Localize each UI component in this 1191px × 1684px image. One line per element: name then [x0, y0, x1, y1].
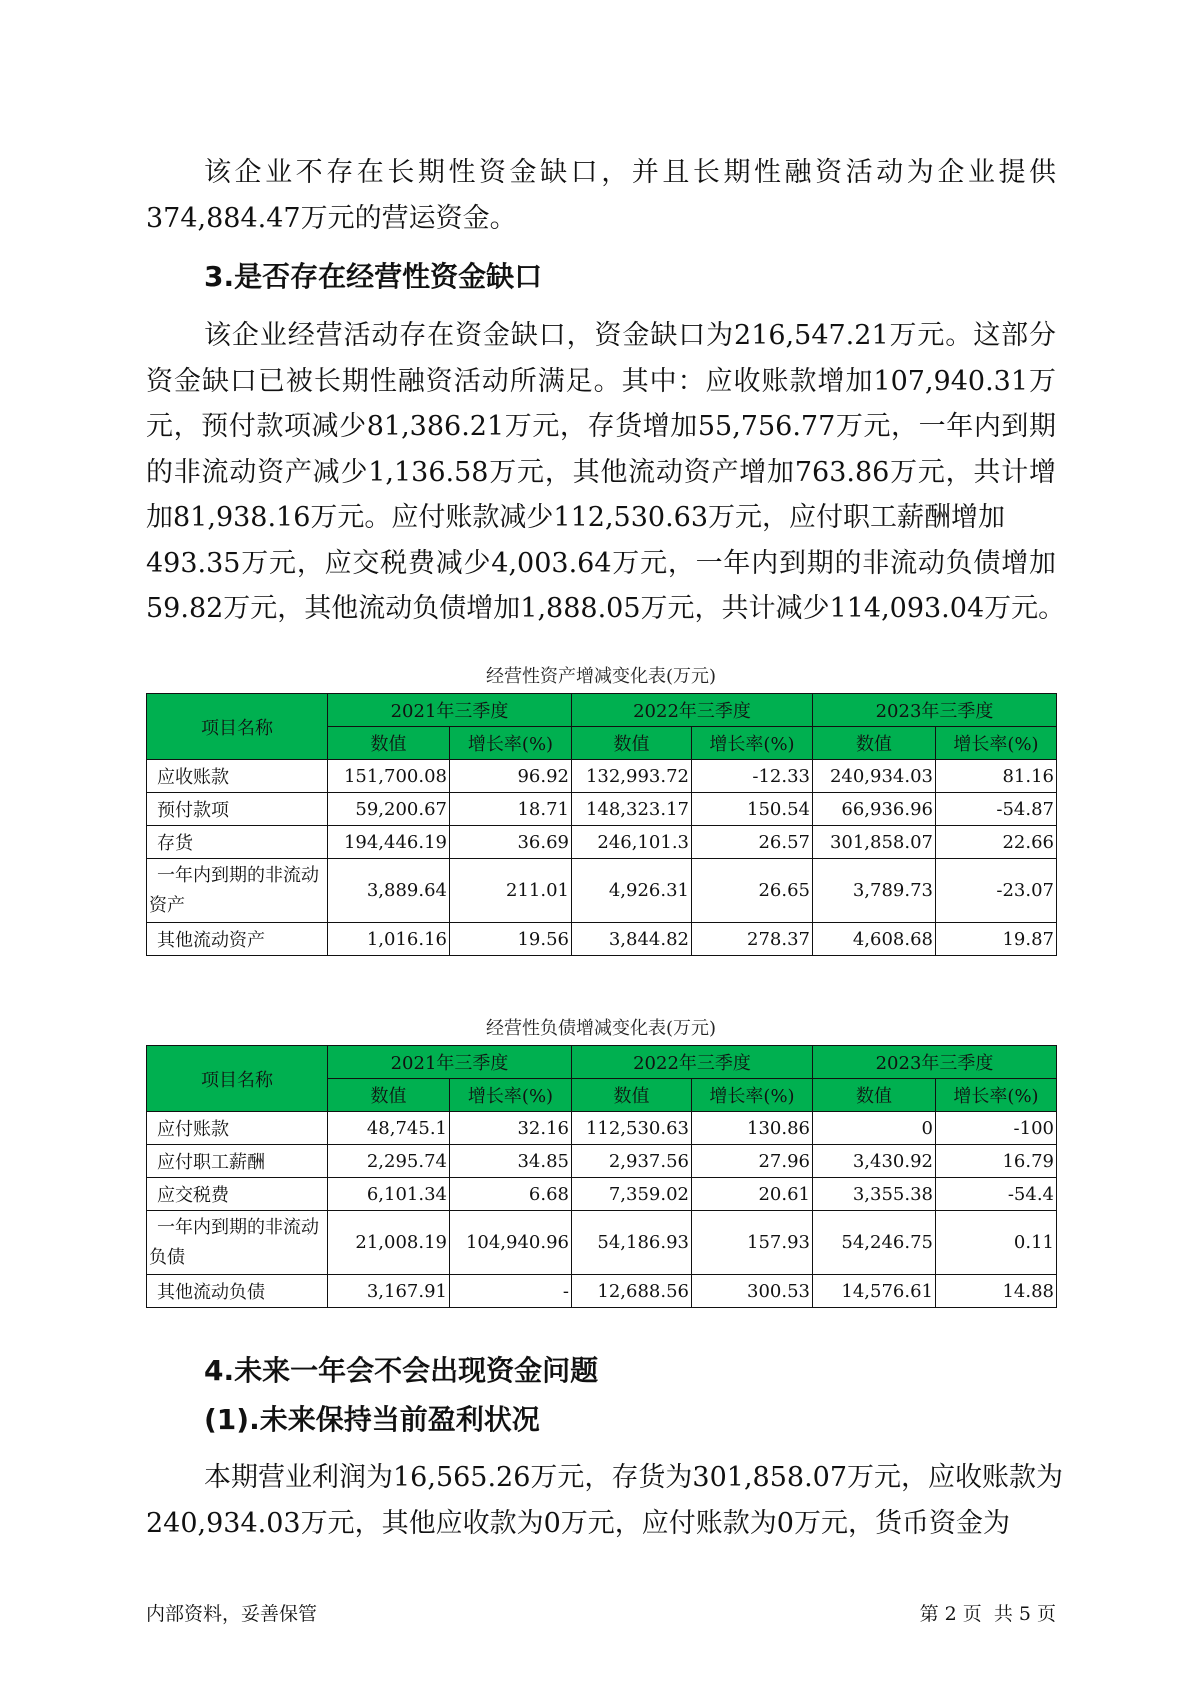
table-row [147, 1145, 1057, 1178]
value-cell: 194,446.19 [328, 826, 450, 859]
growth-cell: 157.93 [692, 1211, 813, 1275]
value-cell: 4,926.31 [572, 859, 692, 923]
growth-cell: 34.85 [450, 1145, 572, 1178]
growth-cell: 19.87 [936, 923, 1057, 956]
column-header-period: 2023年三季度 [813, 694, 1057, 727]
growth-cell: -54.87 [936, 793, 1057, 826]
text-line: 该企业经营活动存在资金缺口，资金缺口为216,547.21万元。这部分 [204, 320, 1056, 351]
text-line: 493.35万元，应交税费减少4,003.64万元，一年内到期的非流动负债增加 [146, 548, 1056, 579]
text-line: 59.82万元，其他流动负债增加1,888.05万元，共计减少114,093.04万元。 [146, 593, 1066, 624]
column-header-growth: 增长率(%) [936, 727, 1057, 760]
column-header-growth: 增长率(%) [450, 727, 572, 760]
section-heading-3: 3.是否存在经营性资金缺口 [204, 260, 543, 293]
column-header-period: 2022年三季度 [572, 694, 813, 727]
column-header-value: 数值 [813, 727, 936, 760]
value-cell: 2,937.56 [572, 1145, 692, 1178]
column-header-value: 数值 [328, 727, 450, 760]
growth-cell: 150.54 [692, 793, 813, 826]
row-label: 应交税费 [147, 1178, 328, 1211]
value-cell: 59,200.67 [328, 793, 450, 826]
liabilities-change-table [146, 1045, 1057, 1308]
growth-cell: 6.68 [450, 1178, 572, 1211]
value-cell: 54,186.93 [572, 1211, 692, 1275]
growth-cell: 104,940.96 [450, 1211, 572, 1275]
column-header-period: 2021年三季度 [328, 1046, 572, 1079]
section-heading-4: 4.未来一年会不会出现资金问题 [204, 1354, 599, 1387]
footer-confidential-note: 内部资料，妥善保管 [146, 1603, 318, 1625]
column-header-period: 2023年三季度 [813, 1046, 1057, 1079]
text-line: 的非流动资产减少1,136.58万元，其他流动资产增加763.86万元，共计增 [146, 457, 1056, 488]
value-cell: 66,936.96 [813, 793, 936, 826]
value-cell: 3,844.82 [572, 923, 692, 956]
row-label: 预付款项 [147, 793, 328, 826]
column-header-period: 2022年三季度 [572, 1046, 813, 1079]
value-cell: 301,858.07 [813, 826, 936, 859]
growth-cell: 81.16 [936, 760, 1057, 793]
growth-cell: 26.57 [692, 826, 813, 859]
growth-cell: 14.88 [936, 1275, 1057, 1308]
row-label: 一年内到期的非流动资产 [147, 859, 328, 923]
assets-change-table [146, 693, 1057, 956]
value-cell: 240,934.03 [813, 760, 936, 793]
table-row [147, 859, 1057, 923]
assets-table-caption: 经营性资产增减变化表(万元) [485, 666, 717, 687]
text-line: 加81,938.16万元。应付账款减少112,530.63万元，应付职工薪酬增加 [146, 502, 1006, 533]
growth-cell: -12.33 [692, 760, 813, 793]
value-cell: 3,167.91 [328, 1275, 450, 1308]
growth-cell: 211.01 [450, 859, 572, 923]
growth-cell: 26.65 [692, 859, 813, 923]
column-header-growth: 增长率(%) [450, 1079, 572, 1112]
text-line: 本期营业利润为16,565.26万元，存货为301,858.07万元，应收账款为 [204, 1462, 1064, 1493]
row-label: 其他流动负债 [147, 1275, 328, 1308]
text-line: 该企业不存在长期性资金缺口，并且长期性融资活动为企业提供 [204, 157, 1056, 188]
row-label: 存货 [147, 826, 328, 859]
growth-cell: 19.56 [450, 923, 572, 956]
growth-cell: - [450, 1275, 572, 1308]
value-cell: 7,359.02 [572, 1178, 692, 1211]
column-header-growth: 增长率(%) [692, 727, 813, 760]
growth-cell: 278.37 [692, 923, 813, 956]
value-cell: 112,530.63 [572, 1112, 692, 1145]
table-row [147, 1275, 1057, 1308]
growth-cell: 18.71 [450, 793, 572, 826]
column-header-name: 项目名称 [147, 694, 328, 760]
growth-cell: -100 [936, 1112, 1057, 1145]
growth-cell: 96.92 [450, 760, 572, 793]
column-header-value: 数值 [813, 1079, 936, 1112]
value-cell: 148,323.17 [572, 793, 692, 826]
value-cell: 48,745.1 [328, 1112, 450, 1145]
value-cell: 2,295.74 [328, 1145, 450, 1178]
footer-page-number: 第 2 页 共 5 页 [919, 1603, 1056, 1625]
table-row [147, 1178, 1057, 1211]
table-row [147, 826, 1057, 859]
table-row [147, 1211, 1057, 1275]
column-header-value: 数值 [572, 727, 692, 760]
subsection-heading-1: (1).未来保持当前盈利状况 [204, 1403, 540, 1436]
growth-cell: 36.69 [450, 826, 572, 859]
value-cell: 0 [813, 1112, 936, 1145]
liabilities-table-caption: 经营性负债增减变化表(万元) [485, 1018, 717, 1039]
value-cell: 246,101.3 [572, 826, 692, 859]
column-header-growth: 增长率(%) [692, 1079, 813, 1112]
table-row [147, 793, 1057, 826]
row-label: 应付账款 [147, 1112, 328, 1145]
growth-cell: 32.16 [450, 1112, 572, 1145]
column-header-period: 2021年三季度 [328, 694, 572, 727]
column-header-name: 项目名称 [147, 1046, 328, 1112]
header-row [147, 1046, 1057, 1079]
table-row [147, 760, 1057, 793]
row-label: 应付职工薪酬 [147, 1145, 328, 1178]
value-cell: 3,889.64 [328, 859, 450, 923]
column-header-value: 数值 [328, 1079, 450, 1112]
value-cell: 3,789.73 [813, 859, 936, 923]
value-cell: 1,016.16 [328, 923, 450, 956]
growth-cell: -23.07 [936, 859, 1057, 923]
column-header-value: 数值 [572, 1079, 692, 1112]
row-label: 其他流动资产 [147, 923, 328, 956]
growth-cell: 16.79 [936, 1145, 1057, 1178]
growth-cell: 20.61 [692, 1178, 813, 1211]
row-label: 一年内到期的非流动负债 [147, 1211, 328, 1275]
column-header-growth: 增长率(%) [936, 1079, 1057, 1112]
value-cell: 3,355.38 [813, 1178, 936, 1211]
value-cell: 54,246.75 [813, 1211, 936, 1275]
value-cell: 3,430.92 [813, 1145, 936, 1178]
value-cell: 14,576.61 [813, 1275, 936, 1308]
growth-cell: -54.4 [936, 1178, 1057, 1211]
text-line: 374,884.47万元的营运资金。 [146, 203, 517, 234]
table-row [147, 1112, 1057, 1145]
value-cell: 4,608.68 [813, 923, 936, 956]
value-cell: 132,993.72 [572, 760, 692, 793]
growth-cell: 0.11 [936, 1211, 1057, 1275]
text-line: 元，预付款项减少81,386.21万元，存货增加55,756.77万元，一年内到期 [146, 411, 1056, 442]
text-line: 资金缺口已被长期性融资活动所满足。其中：应收账款增加107,940.31万 [146, 366, 1056, 397]
value-cell: 151,700.08 [328, 760, 450, 793]
growth-cell: 130.86 [692, 1112, 813, 1145]
row-label: 应收账款 [147, 760, 328, 793]
value-cell: 6,101.34 [328, 1178, 450, 1211]
growth-cell: 300.53 [692, 1275, 813, 1308]
text-line: 240,934.03万元，其他应收款为0万元，应付账款为0万元，货币资金为 [146, 1508, 1010, 1539]
growth-cell: 22.66 [936, 826, 1057, 859]
table-row [147, 923, 1057, 956]
header-row [147, 694, 1057, 727]
growth-cell: 27.96 [692, 1145, 813, 1178]
value-cell: 21,008.19 [328, 1211, 450, 1275]
value-cell: 12,688.56 [572, 1275, 692, 1308]
